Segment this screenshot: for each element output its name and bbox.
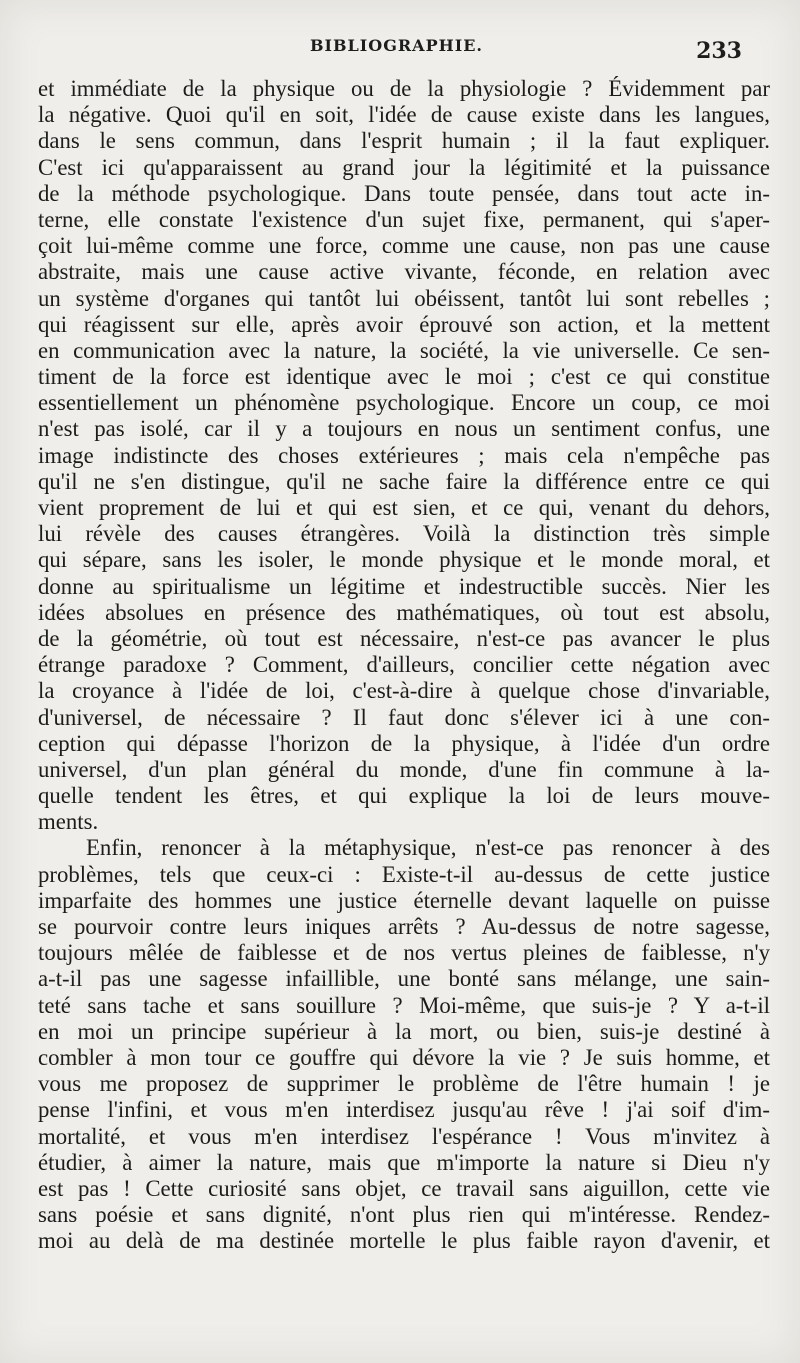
page-header bbox=[40, 30, 750, 70]
text-line: pense l'infini, et vous m'en interdisez jusqu'au rêve ! j'ai soif d'im- bbox=[38, 1097, 770, 1123]
text-line: de la géométrie, où tout est nécessaire, n'est-ce pas avancer le plus bbox=[38, 625, 770, 651]
text-line: vient proprement de lui et qui est sien, et ce qui, venant du dehors, bbox=[38, 495, 770, 520]
text-line: toujours mêlée de faiblesse et de nos vertus pleines de faiblesse, n'y bbox=[38, 940, 770, 966]
text-line: en communication avec la nature, la société, la vie universelle. Ce sen- bbox=[38, 337, 770, 363]
text-line: en moi un principe supérieur à la mort, ou bien, suis-je destiné à bbox=[38, 1018, 770, 1044]
paragraph-start-line: Enfin, renoncer à la métaphysique, n'est-ce pas renoncer à des bbox=[86, 835, 770, 861]
text-line: quelle tendent les êtres, et qui explique la loi de leurs mouve- bbox=[38, 783, 770, 809]
text-line: terne, elle constate l'existence d'un sujet fixe, permanent, qui s'aper- bbox=[38, 206, 770, 232]
text-line: idées absolues en présence des mathématiques, où tout est absolu, bbox=[38, 599, 770, 625]
text-line: teté sans tache et sans souillure ? Moi-même, que suis-je ? Y a-t-il bbox=[38, 992, 770, 1018]
text-line: et immédiate de la physique ou de la physiologie ? Évidemment par bbox=[38, 76, 770, 101]
text-line: la négative. Quoi qu'il en soit, l'idée de cause existe dans les langues, bbox=[38, 102, 770, 128]
text-line: vous me proposez de supprimer le problème de l'être humain ! je bbox=[38, 1071, 770, 1097]
text-line: moi au delà de ma destinée mortelle le plus faible rayon d'avenir, et bbox=[38, 1228, 770, 1254]
text-line: un système d'organes qui tantôt lui obéissent, tantôt lui sont rebelles ; bbox=[38, 285, 770, 311]
text-line: essentiellement un phénomène psychologique. Encore un coup, ce moi bbox=[38, 390, 770, 416]
text-line: ception qui dépasse l'horizon de la physique, à l'idée d'un ordre bbox=[38, 730, 770, 756]
text-line: étrange paradoxe ? Comment, d'ailleurs, concilier cette négation avec bbox=[38, 652, 770, 678]
text-line: timent de la force est identique avec le moi ; c'est ce qui constitue bbox=[38, 364, 770, 390]
text-line: qu'il ne s'en distingue, qu'il ne sache faire la différence entre ce qui bbox=[38, 468, 770, 494]
text-line: universel, d'un plan général du monde, d'une fin commune à la- bbox=[38, 756, 770, 782]
text-line: donne au spiritualisme un légitime et indestructible succès. Nier les bbox=[38, 573, 770, 599]
text-line: imparfaite des hommes une justice éternelle devant laquelle on puisse bbox=[38, 887, 770, 913]
text-line: étudier, à aimer la nature, mais que m'importe la nature si Dieu n'y bbox=[38, 1149, 770, 1175]
text-line: la croyance à l'idée de loi, c'est-à-dire à quelque chose d'invariable, bbox=[38, 678, 770, 704]
text-line: problèmes, tels que ceux-ci : Existe-t-il au-dessus de cette justice bbox=[38, 861, 770, 887]
text-line: lui révèle des causes étrangères. Voilà la distinction très simple bbox=[38, 521, 770, 547]
text-line: se pourvoir contre leurs iniques arrêts ? Au-dessus de notre sagesse, bbox=[38, 914, 770, 939]
text-line: de la méthode psychologique. Dans toute pensée, dans tout acte in- bbox=[38, 180, 770, 206]
running-head: BIBLIOGRAPHIE. bbox=[310, 36, 483, 55]
text-line: mortalité, et vous m'en interdisez l'espérance ! Vous m'invitez à bbox=[38, 1123, 770, 1149]
text-line: dans le sens commun, dans l'esprit humain ; il la faut expliquer. bbox=[38, 128, 770, 154]
text-line: d'universel, de nécessaire ? Il faut donc s'élever ici à une con- bbox=[38, 704, 770, 730]
text-line: C'est ici qu'apparaissent au grand jour la légitimité et la puissance bbox=[38, 154, 770, 180]
text-line: n'est pas isolé, car il y a toujours en nous un sentiment confus, une bbox=[38, 416, 770, 442]
text-line: est pas ! Cette curiosité sans objet, ce travail sans aiguillon, cette vie bbox=[38, 1175, 770, 1201]
page-number: 233 bbox=[696, 38, 742, 64]
text-line: sans poésie et sans dignité, n'ont plus rien qui m'intéresse. Rendez- bbox=[38, 1202, 770, 1228]
text-line: qui sépare, sans les isoler, le monde physique et le monde moral, et bbox=[38, 547, 770, 573]
text-line: qui réagissent sur elle, après avoir éprouvé son action, et la mettent bbox=[38, 311, 770, 337]
text-line: combler à mon tour ce gouffre qui dévore la vie ? Je suis homme, et bbox=[38, 1044, 770, 1070]
text-line: image indistincte des choses extérieures ; mais cela n'empêche pas bbox=[38, 442, 770, 468]
text-line: çoit lui-même comme une force, comme une cause, non pas une cause bbox=[38, 233, 770, 259]
body-text bbox=[38, 76, 770, 1254]
text-line: abstraite, mais une cause active vivante, féconde, en relation avec bbox=[38, 259, 770, 285]
text-line: a-t-il pas une sagesse infaillible, une bonté sans mélange, une sain- bbox=[38, 966, 770, 992]
paragraph-end-line: ments. bbox=[38, 809, 99, 835]
